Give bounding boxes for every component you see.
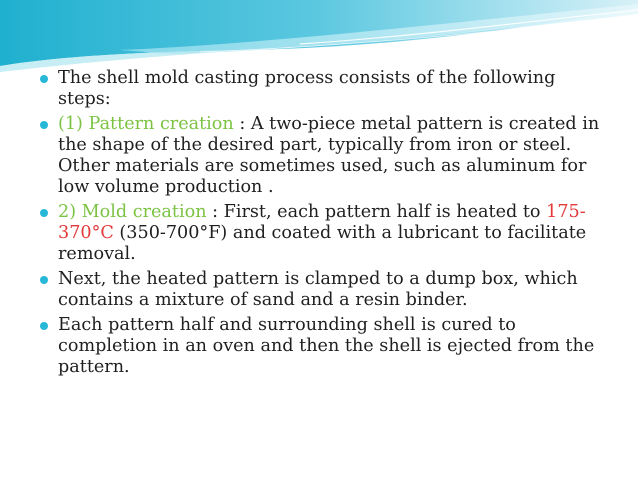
bullet-text: The shell mold casting process consists of the following steps: bbox=[58, 68, 556, 109]
bullet-text: : First, each pattern half is heated to bbox=[206, 202, 547, 222]
bullet-dot-icon bbox=[40, 75, 48, 83]
temperature-range: 175-370°C bbox=[58, 202, 586, 243]
bullet-item bbox=[40, 68, 610, 110]
step-title: Pattern creation bbox=[88, 114, 234, 134]
step-title: Mold creation bbox=[81, 202, 207, 222]
bullet-text: (350-700°F) and coated with a lubricant to facilitate removal. bbox=[58, 223, 587, 264]
bullet-item bbox=[40, 269, 610, 311]
bullet-text: Each pattern half and surrounding shell is cured to completion in an oven and then the shell is ejected from the pattern. bbox=[58, 315, 595, 377]
bullet-item bbox=[40, 315, 610, 378]
slide-content bbox=[40, 68, 610, 382]
header-wave-decoration bbox=[0, 0, 638, 72]
bullet-text: : A two-piece metal pattern is created in the shape of the desired part, typically from iron or steel. Other materials are sometimes used, such as aluminum for low volume production . bbox=[58, 114, 600, 197]
bullet-item bbox=[40, 202, 610, 265]
bullet-item bbox=[40, 114, 610, 198]
bullet-dot-icon bbox=[40, 209, 48, 217]
step-number: 2) bbox=[58, 202, 82, 222]
bullet-text: Next, the heated pattern is clamped to a dump box, which contains a mixture of sand and a resin binder. bbox=[58, 269, 578, 310]
step-number: (1) bbox=[58, 114, 89, 134]
bullet-dot-icon bbox=[40, 121, 48, 129]
bullet-dot-icon bbox=[40, 322, 48, 330]
bullet-dot-icon bbox=[40, 276, 48, 284]
